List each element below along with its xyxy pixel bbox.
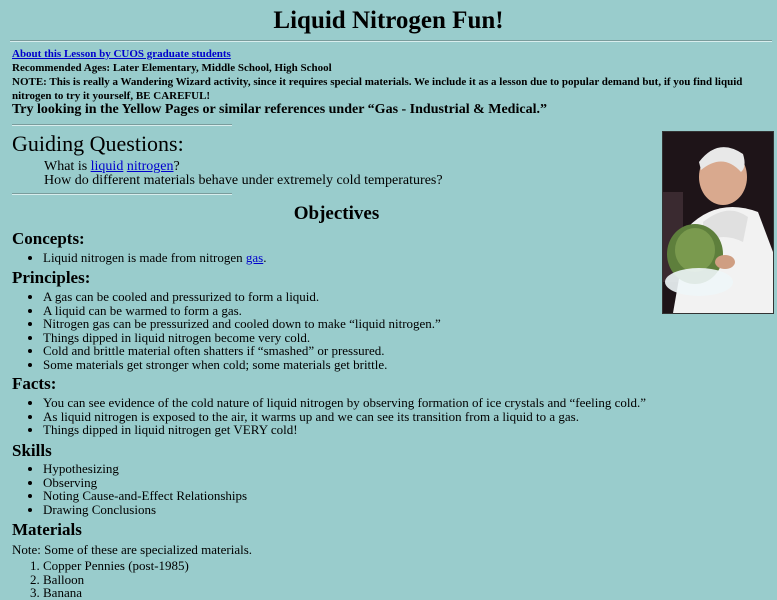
about-lesson-link[interactable]: About this Lesson by CUOS graduate students (12, 48, 231, 60)
skills-list (25, 462, 247, 516)
list-item: 1. Copper Pennies (post-1985) (43, 559, 189, 573)
safety-note: NOTE: This is really a Wandering Wizard activity, since it requires special materials. We include it as a lesson due to popular demand but, if you find liquid nitrogen to try it yourself, BE CAREFUL! (12, 76, 743, 102)
guiding-questions-list (44, 160, 443, 188)
divider (10, 40, 772, 42)
divider (12, 124, 232, 126)
list-item: • Things dipped in liquid nitrogen get VERY cold! (43, 423, 646, 437)
list-item: • Things dipped in liquid nitrogen become very cold. (43, 331, 441, 345)
nitrogen-link[interactable]: nitrogen (126, 159, 174, 174)
list-item: 3. Banana (43, 586, 189, 600)
guiding-question: What is liquid nitrogen? (44, 159, 180, 174)
materials-list (25, 559, 189, 600)
guiding-question: How do different materials behave under extremely cold temperatures? (44, 173, 443, 188)
list-item: • Cold and brittle material often shatters if “smashed” or pressured. (43, 344, 441, 358)
scientist-photo (662, 131, 774, 314)
principles-list (25, 290, 441, 371)
yellow-pages-tip: Try looking in the Yellow Pages or similar references under “Gas - Industrial & Medical.” (12, 102, 547, 117)
list-item: • As liquid nitrogen is exposed to the air, it warms up and we can see its transition from a liquid to a gas. (43, 410, 646, 424)
list-item: • Liquid nitrogen is made from nitrogen gas. (43, 251, 267, 265)
page-title: Liquid Nitrogen Fun! (273, 7, 504, 34)
skills-heading: Skills (12, 441, 52, 460)
list-item: • Hypothesizing (43, 462, 247, 476)
list-item: 2. Balloon (43, 573, 189, 587)
materials-note: Note: Some of these are specialized materials. (12, 542, 253, 557)
intro-block (12, 47, 770, 103)
list-item: • Some materials get stronger when cold; some materials get brittle. (43, 358, 441, 372)
objectives-heading: Objectives (293, 203, 380, 224)
list-item: • You can see evidence of the cold nature of liquid nitrogen by observing formation of ice crystals and “feeling cold.” (43, 396, 646, 410)
liquid-link[interactable]: liquid (90, 159, 124, 174)
list-item: • A liquid can be warmed to form a gas. (43, 304, 441, 318)
guiding-questions-heading: Guiding Questions: (12, 131, 184, 156)
list-item: • Observing (43, 476, 247, 490)
concepts-list (25, 251, 267, 265)
list-item: • Noting Cause-and-Effect Relationships (43, 489, 247, 503)
principles-heading: Principles: (12, 268, 91, 287)
divider (12, 193, 232, 195)
gas-link[interactable]: gas (245, 250, 264, 265)
facts-heading: Facts: (12, 374, 57, 393)
facts-list (25, 396, 646, 437)
list-item: • Drawing Conclusions (43, 503, 247, 517)
recommended-ages: Recommended Ages: Later Elementary, Middle School, High School (12, 62, 332, 74)
concepts-heading: Concepts: (12, 229, 85, 248)
materials-heading: Materials (12, 520, 82, 539)
list-item: • A gas can be cooled and pressurized to form a liquid. (43, 290, 441, 304)
list-item: • Nitrogen gas can be pressurized and cooled down to make “liquid nitrogen.” (43, 317, 441, 331)
